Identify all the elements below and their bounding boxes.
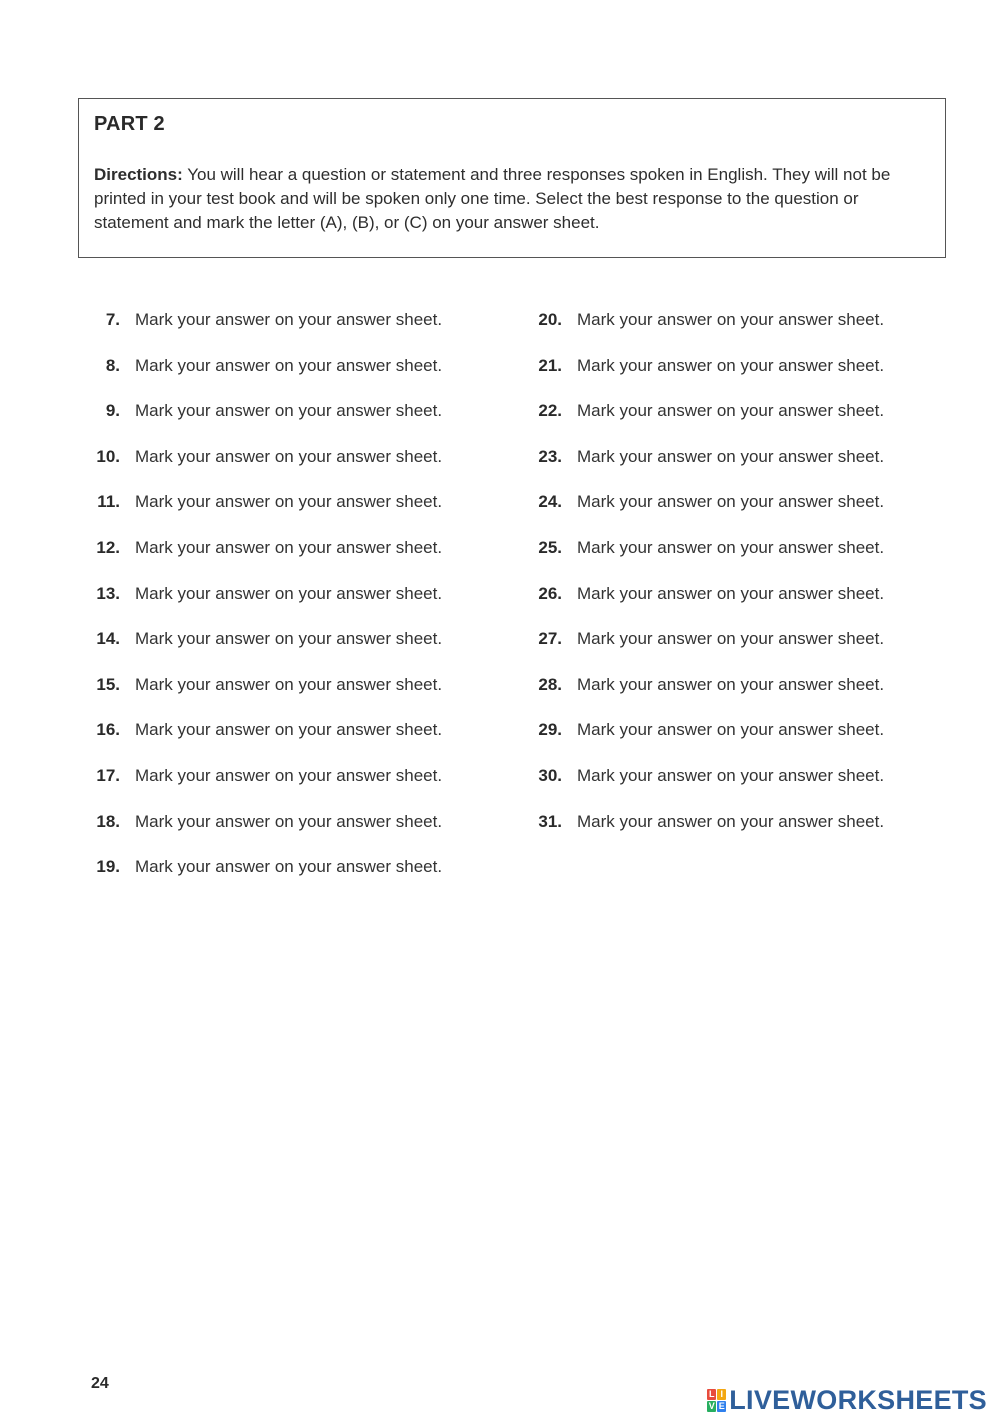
- logo-letter: V: [708, 1400, 715, 1411]
- question-text: Mark your answer on your answer sheet.: [135, 446, 443, 466]
- question-text: Mark your answer on your answer sheet.: [135, 674, 443, 694]
- question-item: [528, 354, 884, 400]
- question-text: Mark your answer on your answer sheet.: [577, 765, 885, 785]
- question-number: 11.: [97, 492, 120, 512]
- question-text: Mark your answer on your answer sheet.: [577, 629, 885, 649]
- question-list-left: [86, 308, 442, 901]
- logo-letter: L: [709, 1388, 715, 1399]
- question-text: Mark your answer on your answer sheet.: [577, 583, 885, 603]
- liveworksheets-brand[interactable]: [707, 1385, 987, 1415]
- logo-letter: E: [718, 1400, 725, 1411]
- question-item: [86, 445, 442, 491]
- question-number: 23.: [538, 446, 562, 466]
- question-item: [528, 399, 884, 445]
- question-text: Mark your answer on your answer sheet.: [135, 857, 443, 877]
- question-text: Mark your answer on your answer sheet.: [135, 811, 443, 831]
- question-number: 24.: [538, 492, 562, 512]
- question-text: Mark your answer on your answer sheet.: [135, 355, 443, 375]
- directions-text: [94, 163, 931, 235]
- question-item: [528, 536, 884, 582]
- brand-name: LIVEWORKSHEETS: [729, 1385, 987, 1415]
- question-item: [86, 536, 442, 582]
- logo-letter: I: [717, 1389, 726, 1400]
- question-text: Mark your answer on your answer sheet.: [135, 401, 443, 421]
- question-number: 15.: [96, 674, 120, 694]
- question-number: 8.: [105, 355, 120, 375]
- question-number: 30.: [538, 765, 562, 785]
- question-item: [528, 718, 884, 764]
- question-text: Mark your answer on your answer sheet.: [577, 811, 885, 831]
- question-number: 21.: [538, 355, 562, 375]
- question-item: [528, 490, 884, 536]
- question-item: [86, 764, 442, 810]
- question-item: [86, 354, 442, 400]
- question-item: [86, 490, 442, 536]
- question-text: Mark your answer on your answer sheet.: [135, 629, 443, 649]
- question-number: 18.: [96, 811, 120, 831]
- question-item: [528, 673, 884, 719]
- question-text: Mark your answer on your answer sheet.: [135, 583, 443, 603]
- question-number: 27.: [538, 629, 562, 649]
- question-item: [86, 855, 442, 901]
- part-title: PART 2: [94, 113, 165, 135]
- question-number: 13.: [96, 583, 120, 603]
- question-text: Mark your answer on your answer sheet.: [135, 720, 443, 740]
- question-number: 10.: [96, 446, 120, 466]
- question-item: [528, 627, 884, 673]
- question-item: [86, 308, 442, 354]
- question-text: Mark your answer on your answer sheet.: [577, 401, 885, 421]
- question-item: [86, 399, 442, 445]
- question-text: Mark your answer on your answer sheet.: [577, 537, 885, 557]
- question-number: 12.: [96, 537, 120, 557]
- question-number: 20.: [538, 310, 562, 329]
- question-text: Mark your answer on your answer sheet.: [577, 310, 885, 329]
- question-item: [528, 764, 884, 810]
- question-list-right: [528, 308, 884, 855]
- question-text: Mark your answer on your answer sheet.: [577, 446, 885, 466]
- question-number: 9.: [105, 401, 120, 421]
- question-item: [86, 673, 442, 719]
- question-item: [86, 627, 442, 673]
- directions-body: You will hear a question or statement and three responses spoken in English. They will not be printed in your test book and will be spoken only one time. Select the best response to the question or statement and mark the letter (A), (B), or (C) on your answer sheet.: [94, 165, 891, 232]
- question-number: 19.: [96, 857, 120, 877]
- question-item: [86, 810, 442, 856]
- question-number: 31.: [538, 811, 562, 831]
- question-number: 14.: [96, 629, 120, 649]
- question-number: 29.: [538, 720, 562, 740]
- question-text: Mark your answer on your answer sheet.: [135, 310, 443, 329]
- question-number: 17.: [96, 765, 120, 785]
- question-text: Mark your answer on your answer sheet.: [577, 355, 885, 375]
- question-item: [528, 582, 884, 628]
- directions-box: [78, 98, 946, 258]
- question-item: [528, 308, 884, 354]
- question-text: Mark your answer on your answer sheet.: [135, 537, 443, 557]
- question-number: 26.: [538, 583, 562, 603]
- question-number: 25.: [538, 537, 562, 557]
- question-item: [528, 810, 884, 856]
- page-number: 24: [91, 1375, 109, 1392]
- question-text: Mark your answer on your answer sheet.: [577, 492, 885, 512]
- question-number: 22.: [538, 401, 562, 421]
- directions-label: Directions:: [94, 165, 183, 184]
- question-text: Mark your answer on your answer sheet.: [135, 492, 443, 512]
- question-text: Mark your answer on your answer sheet.: [135, 765, 443, 785]
- question-number: 28.: [538, 674, 562, 694]
- question-text: Mark your answer on your answer sheet.: [577, 720, 885, 740]
- question-item: [86, 582, 442, 628]
- question-number: 16.: [96, 720, 120, 740]
- question-number: 7.: [105, 310, 120, 329]
- question-item: [528, 445, 884, 491]
- liveworksheets-logo-icon: [707, 1389, 726, 1412]
- question-text: Mark your answer on your answer sheet.: [577, 674, 885, 694]
- question-item: [86, 718, 442, 764]
